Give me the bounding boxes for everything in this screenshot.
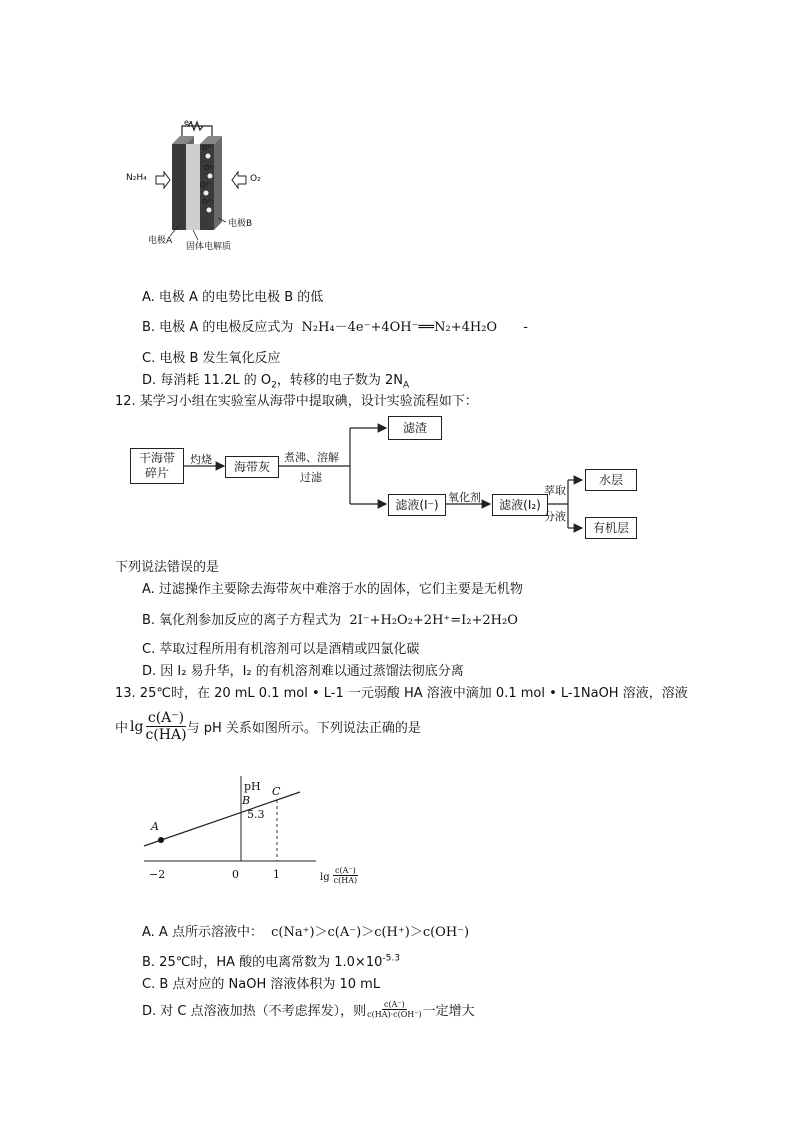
- q13-fraction-numerator: c(A⁻): [147, 710, 185, 726]
- q12-option-b: [142, 609, 518, 628]
- q11-option-b: [142, 316, 528, 335]
- q11-option-b-equation: N₂H₄－4e⁻+4OH⁻══N₂+4H₂O: [301, 320, 498, 335]
- q12-option-d: D. 因 I₂ 易升华，I₂ 的有机溶剂难以通过蒸馏法彻底分离: [142, 664, 464, 679]
- electrode-b-label: 电极B: [228, 219, 253, 229]
- q11-option-d-sub: A: [402, 380, 410, 391]
- graph-x-fraction: [333, 866, 358, 885]
- ion-label-4: O²⁻: [202, 198, 215, 206]
- graph-point-a: A: [151, 820, 159, 833]
- electrolyte-label: 固体电解质: [186, 242, 232, 252]
- q13-lg: lg: [130, 718, 144, 735]
- q13-stem-line1: 13. 25℃时，在 20 mL 0.1 mol • L-1 一元弱酸 HA 溶液中滴加 0.1 mol • L-1NaOH 溶液，溶液: [115, 686, 688, 701]
- q13-option-a-prefix: A. A 点所示溶液中：: [142, 925, 263, 940]
- q13-option-b-exp: -5.3: [382, 953, 400, 964]
- flow-oxidant-label: 氧化剂: [448, 491, 481, 504]
- flow-water-layer-box: 水层: [585, 469, 637, 491]
- q13-option-b: [142, 951, 400, 970]
- battery-figure: [120, 118, 280, 253]
- q13-fraction: [145, 710, 186, 743]
- q13-option-c: C. B 点对应的 NaOH 溶液体积为 10 mL: [142, 977, 381, 992]
- flow-filtrate2-box: 滤液(I₂): [492, 494, 548, 516]
- electrode-a-label: 电极A: [148, 236, 173, 246]
- q11-option-c: C. 电极 B 发生氧化反应: [142, 351, 281, 366]
- flow-organic-layer-box: 有机层: [585, 517, 637, 539]
- q11-option-a: A. 电极 A 的电势比电极 B 的低: [142, 290, 324, 305]
- left-reagent-label: N₂H₄: [126, 173, 147, 183]
- ion-label-1: O²⁻: [202, 144, 215, 152]
- q12-option-b-prefix: B. 氧化剂参加反应的离子方程式为: [142, 613, 342, 628]
- q13-fraction-denominator: c(HA): [145, 727, 187, 743]
- q11-option-d-prefix: D. 每消耗 11.2L 的 O: [142, 373, 272, 388]
- graph-point-c: C: [272, 785, 281, 798]
- right-reagent-label: O₂: [250, 174, 261, 184]
- graph-tick-0: 0: [232, 868, 239, 881]
- q13-option-b-prefix: B. 25℃时，HA 酸的电离常数为 1.0×10: [142, 955, 383, 970]
- graph-y-label: pH: [244, 780, 261, 793]
- q13-option-a: [142, 921, 469, 940]
- graph-tick-neg2: −2: [149, 868, 166, 881]
- graph-x-denominator: c(HA): [333, 876, 358, 885]
- q13-option-d-fraction: [367, 1000, 422, 1019]
- flow-ash-box: 海带灰: [225, 456, 279, 478]
- q13-stem-prefix: 中: [115, 721, 129, 736]
- q13-option-a-expr: c(Na⁺)＞c(A⁻)＞c(H⁺)＞c(OH⁻): [271, 925, 470, 940]
- q12-option-c: C. 萃取过程所用有机溶剂可以是酒精或四氯化碳: [142, 642, 420, 657]
- ion-label-2: O²⁻: [204, 164, 217, 172]
- q12-option-a: A. 过滤操作主要除去海带灰中难溶于水的固体，它们主要是无机物: [142, 582, 523, 597]
- flowchart: [128, 412, 648, 542]
- q12-prompt: 下列说法错误的是: [115, 560, 220, 575]
- q13-option-d-prefix: D. 对 C 点溶液加热（不考虑挥发），则: [142, 1004, 367, 1019]
- ph-graph: [140, 772, 380, 897]
- flow-filtrate1-box: 滤液(I⁻): [388, 494, 446, 516]
- graph-b-value: 5.3: [247, 808, 265, 821]
- ion-label-3: O²⁻: [200, 181, 213, 189]
- flow-extract-label-top: 萃取: [544, 484, 566, 497]
- q13-option-d-suffix: 一定增大: [422, 1004, 475, 1019]
- q11-option-d: D. 每消耗 11.2L 的 $O_2$，转移的电子数为 $2N_A$: [142, 373, 410, 391]
- graph-point-b: B: [242, 794, 251, 807]
- flow-step2-label-top: 煮沸、溶解: [284, 451, 339, 464]
- flow-extract-label-bottom: 分液: [544, 510, 566, 523]
- q11-option-d-mid: ，转移的电子数为 2N: [276, 373, 403, 388]
- graph-x-lg: lg: [320, 872, 330, 883]
- q13-stem-suffix: 与 pH 关系如图所示。下列说法正确的是: [186, 721, 421, 736]
- q11-option-b-prefix: B. 电极 A 的电极反应式为: [142, 320, 294, 335]
- q13-option-d-denominator: c(HA)·c(OH⁻): [367, 1010, 422, 1019]
- q13-option-d-numerator: c(A⁻): [384, 1000, 405, 1009]
- flow-step1-label: 灼烧: [190, 453, 212, 466]
- graph-tick-1: 1: [273, 868, 280, 881]
- flow-step2-label-bottom: 过滤: [300, 471, 322, 484]
- electron-label: e⁻: [184, 118, 194, 127]
- q12-option-b-equation: 2I⁻+H₂O₂+2H⁺=I₂+2H₂O: [349, 613, 518, 628]
- q11-option-b-mark: -: [523, 320, 528, 335]
- flow-residue-box: 滤渣: [388, 416, 442, 440]
- q12-stem: 12. 某学习小组在实验室从海带中提取碘，设计实验流程如下：: [115, 394, 478, 409]
- graph-x-numerator: c(A⁻): [335, 866, 356, 875]
- q13-option-d: [142, 1000, 475, 1019]
- q13-stem-line2: [115, 710, 421, 743]
- flow-start-box: 干海带 碎片: [130, 448, 184, 484]
